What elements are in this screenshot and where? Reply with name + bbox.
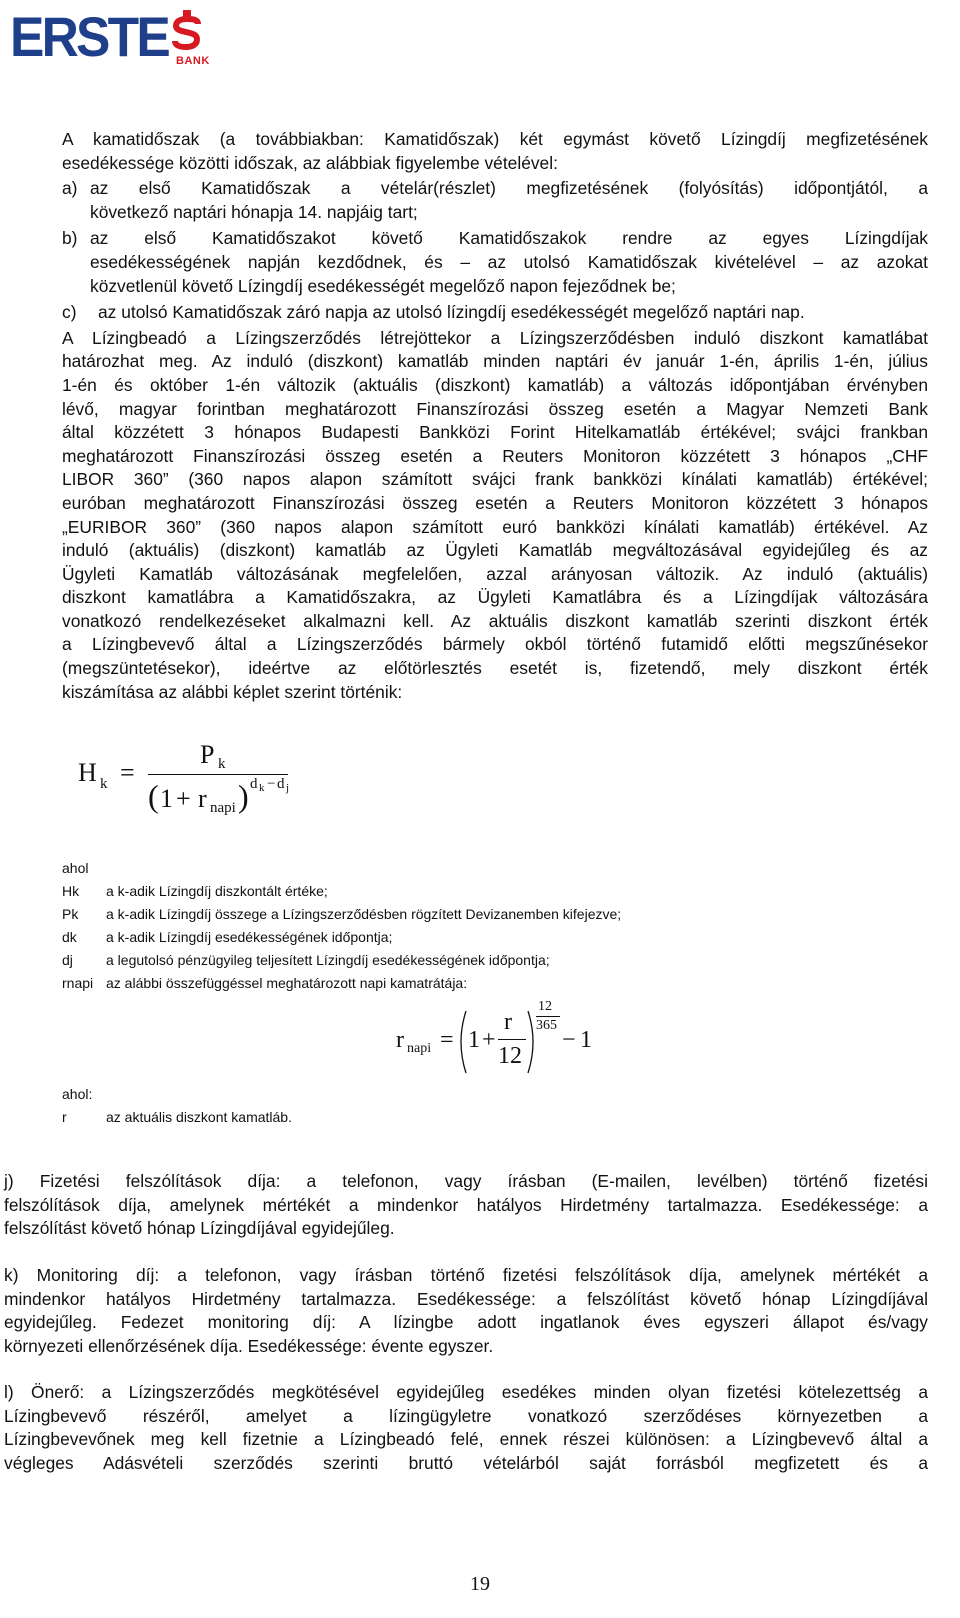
text-line: Lízingbevevőnek meg kell fizetnie a Lízingbeadó felé, ennek részei különösen: a Lízingbevevő által a xyxy=(4,1429,928,1450)
formula-exponent: 12 xyxy=(538,999,552,1014)
text-line: egyidejűleg. Fedezet monitoring díj: A lízingbe adott ingatlanok éves egyszeri állapot és/vagy xyxy=(4,1312,928,1333)
text-line: végleges Adásvételi szerződés szerinti bruttó vételárból saját forrásból megfizetett és a xyxy=(4,1452,928,1473)
text-line: mindenkor hatályos Hirdetmény tartalmazza. Esedékessége: a felszólítást követő hónap Lízingdíjával xyxy=(4,1288,928,1309)
text-line: az első Kamatidőszak a vételár(részlet) megfizetésének (folyósítás) időpontjától, a xyxy=(90,178,928,199)
fraction-bar xyxy=(148,774,288,775)
logo-bank-label: BANK xyxy=(176,55,210,67)
definitions-heading: ahol: xyxy=(62,1086,93,1102)
text-line: Ügyleti Kamatláb változásának megfelelően, azzal arányosan változik. Az induló (aktuális) xyxy=(62,563,928,584)
definition-text: az alábbi összefüggéssel meghatározott napi kamatrátája: xyxy=(106,975,468,991)
text-line: induló (aktuális) (diszkont) kamatláb az Ügyleti Kamatláb megváltozásával egyidejűleg és az xyxy=(62,540,928,561)
formula-equals: = xyxy=(120,758,135,787)
text-line: közvetlenül követő Lízingdíj esedékességét megelőző napon fejeződnek be; xyxy=(90,275,676,296)
text-line: esedékességének napján kezdődnek, és – az utolsó Kamatidőszak kivételével – az azokat xyxy=(90,251,928,272)
kamatidoszak-section xyxy=(62,128,928,704)
text-line: „EURIBOR 360” (360 napos alapon számított euró bankközi kínálati kamatláb) értékével. Az xyxy=(62,516,928,537)
definition-row xyxy=(62,903,762,926)
formula-subscript: k xyxy=(218,756,226,772)
formula-equals: = xyxy=(440,1027,454,1053)
definition-text: a k-adik Lízingdíj diszkontált értéke; xyxy=(106,883,328,899)
formula-plus: + xyxy=(176,784,191,813)
definition-row xyxy=(62,926,762,949)
definitions-list xyxy=(62,857,762,995)
text-line: A Lízingbeadó a Lízingszerződés létrejöttekor a Lízingszerződésben induló diszkont kamatlábat xyxy=(62,327,928,348)
text-line: LIBOR 360” (360 napos alapon számított svájci frank bankközi kínálati kamatláb) értékével; xyxy=(62,469,928,490)
text-line: 1-én és október 1-én változik (aktuális (diszkont) kamatláb) a változás időpontjában érvényben xyxy=(62,374,928,395)
formula-minus: − xyxy=(562,1027,576,1053)
definitions-heading: ahol xyxy=(62,860,89,876)
page-number: 19 xyxy=(470,1573,490,1595)
list-label: c) xyxy=(62,302,77,323)
text-line: l) Önerő: a Lízingszerződés megkötésével egyidejűleg esedékes minden olyan fizetési kötelezettség a xyxy=(4,1382,928,1402)
text-line: j) Fizetési felszólítások díja: a telefonon, vagy írásban (E-mailen, levélben) történő fizetési xyxy=(4,1171,928,1191)
text-line: esedékessége közötti időszak, az alábbiak figyelembe vételével: xyxy=(62,152,558,173)
definition-key: rnapi xyxy=(62,975,94,991)
formula-denominator: 12 xyxy=(498,1043,522,1069)
formula-exponent: d xyxy=(277,776,285,792)
fraction-bar xyxy=(536,1016,560,1017)
text-line: lévő, magyar forintban meghatározott Finanszírozási összeg esetén a Magyar Nemzeti Bank xyxy=(62,398,928,419)
formula-one: 1 xyxy=(160,784,173,813)
text-line: az utolsó Kamatidőszak záró napja az utolsó lízingdíj esedékességét megelőző naptári nap. xyxy=(98,302,805,323)
formula-symbol: r xyxy=(198,784,207,813)
section-l xyxy=(4,1381,928,1475)
formula-subscript: napi xyxy=(210,800,236,816)
logo-wordmark: ERSTE xyxy=(10,5,168,68)
definition-key: dk xyxy=(62,929,77,945)
formula-exponent: d xyxy=(250,776,258,792)
text-line: határozhat meg. Az induló (diszkont) kamatláb minden naptári év január 1-én, április 1-én, július xyxy=(62,351,928,372)
list-item-b xyxy=(62,227,928,298)
discount-paragraph xyxy=(62,327,928,705)
fraction-bar xyxy=(498,1039,526,1040)
text-line: a Lízingbevevő által a Lízingszerződés bármely okból történő futamidő előtti megszűnésekor xyxy=(62,634,928,655)
definitions-list-r xyxy=(62,1083,762,1129)
formula-subscript: k xyxy=(100,776,108,792)
formula-symbol: r xyxy=(396,1027,404,1053)
formula-numerator: P xyxy=(200,740,215,769)
definition-text: az aktuális diszkont kamatláb. xyxy=(106,1109,292,1125)
text-line: vonatkozó rendelkezéseket alkalmazni kell. Az aktuális diszkont kamatláb szerinti diszkont érték xyxy=(62,610,928,631)
list-label: b) xyxy=(62,228,78,249)
definition-key: Hk xyxy=(62,883,80,899)
formula-subscript: j xyxy=(286,782,290,794)
erste-bank-logo xyxy=(10,5,210,70)
text-line: (megszüntetésekor), ideértve az előtörlesztés esetét is, fizetendő, mely diszkont érték xyxy=(62,658,928,679)
text-line: felszólítások díja, amelynek mértékét a mindenkor hatályos Hirdetmény tartalmazza. Esedékessége: a xyxy=(4,1194,928,1215)
open-paren: ( xyxy=(148,778,159,814)
formula-one: 1 xyxy=(580,1027,592,1053)
formula-subscript: k xyxy=(259,782,265,794)
discount-value-formula xyxy=(78,740,298,830)
list-item-c xyxy=(62,301,928,325)
formula-one: 1 xyxy=(468,1027,480,1053)
text-line: k) Monitoring díj: a telefonon, vagy írásban történő fizetési felszólítások díja, amelynek mértékét a xyxy=(4,1265,928,1285)
text-line: kiszámítása az alábbi képlet szerint történik: xyxy=(62,681,403,702)
text-line: környezeti ellenőrzésének díja. Esedékessége: évente egyszer. xyxy=(4,1335,494,1356)
erste-s-mark-icon xyxy=(172,10,202,50)
definition-row xyxy=(62,949,762,972)
open-paren-icon xyxy=(454,1009,468,1075)
text-line: A kamatidőszak (a továbbiakban: Kamatidőszak) két egymást követő Lízingdíj megfizetésének xyxy=(62,129,928,149)
text-line: Lízingbevevő részéről, amelyet a lízingügyletre vonatkozó szerződéses környezetben a xyxy=(4,1405,928,1426)
definition-key: r xyxy=(62,1109,67,1125)
definition-text: a k-adik Lízingdíj esedékességének időpontja; xyxy=(106,929,393,945)
section-k xyxy=(4,1264,928,1358)
text-line: euróban meghatározott Finanszírozási összeg esetén a Reuters Monitoron közzétett 3 hónapos xyxy=(62,492,928,513)
text-line: felszólítást követő hónap Lízingdíjával egyidejűleg. xyxy=(4,1218,395,1239)
formula-symbol: H xyxy=(78,758,97,787)
formula-exponent: 365 xyxy=(536,1018,557,1033)
formula-numerator: r xyxy=(504,1009,512,1035)
list-label: a) xyxy=(62,178,78,199)
section-j xyxy=(4,1170,928,1241)
close-paren: ) xyxy=(238,778,249,814)
text-line: által közzétett 3 hónapos Budapesti Bankközi Forint Hitelkamatláb értékével; svájci frankban xyxy=(62,422,928,443)
definition-row xyxy=(62,972,762,995)
list-item-a xyxy=(62,177,928,224)
definition-row xyxy=(62,880,762,903)
definition-key: Pk xyxy=(62,906,79,922)
text-line: következő naptári hónapja 14. napjáig tart; xyxy=(90,201,418,222)
definition-text: a k-adik Lízingdíj összege a Lízingszerződésben rögzített Devizanemben kifejezve; xyxy=(106,906,622,922)
formula-plus: + xyxy=(482,1027,496,1053)
text-line: meghatározott Finanszírozási összeg esetén a Reuters Monitoron közzétett 3 hónapos „CHF xyxy=(62,445,928,466)
definition-key: dj xyxy=(62,952,73,968)
text-line: az első Kamatidőszakot követő Kamatidőszakok rendre az egyes Lízingdíjak xyxy=(90,228,928,249)
text-line: diszkont kamatlábra a Kamatidőszakra, az Ügyleti Kamatlábra és a Lízingdíjak változására xyxy=(62,587,928,608)
formula-minus: − xyxy=(267,776,276,792)
daily-rate-formula xyxy=(396,995,606,1080)
formula-subscript: napi xyxy=(407,1041,432,1056)
definition-row xyxy=(62,1106,762,1129)
definition-text: a legutolsó pénzügyileg teljesített Lízingdíj esedékességének időpontja; xyxy=(106,952,550,968)
